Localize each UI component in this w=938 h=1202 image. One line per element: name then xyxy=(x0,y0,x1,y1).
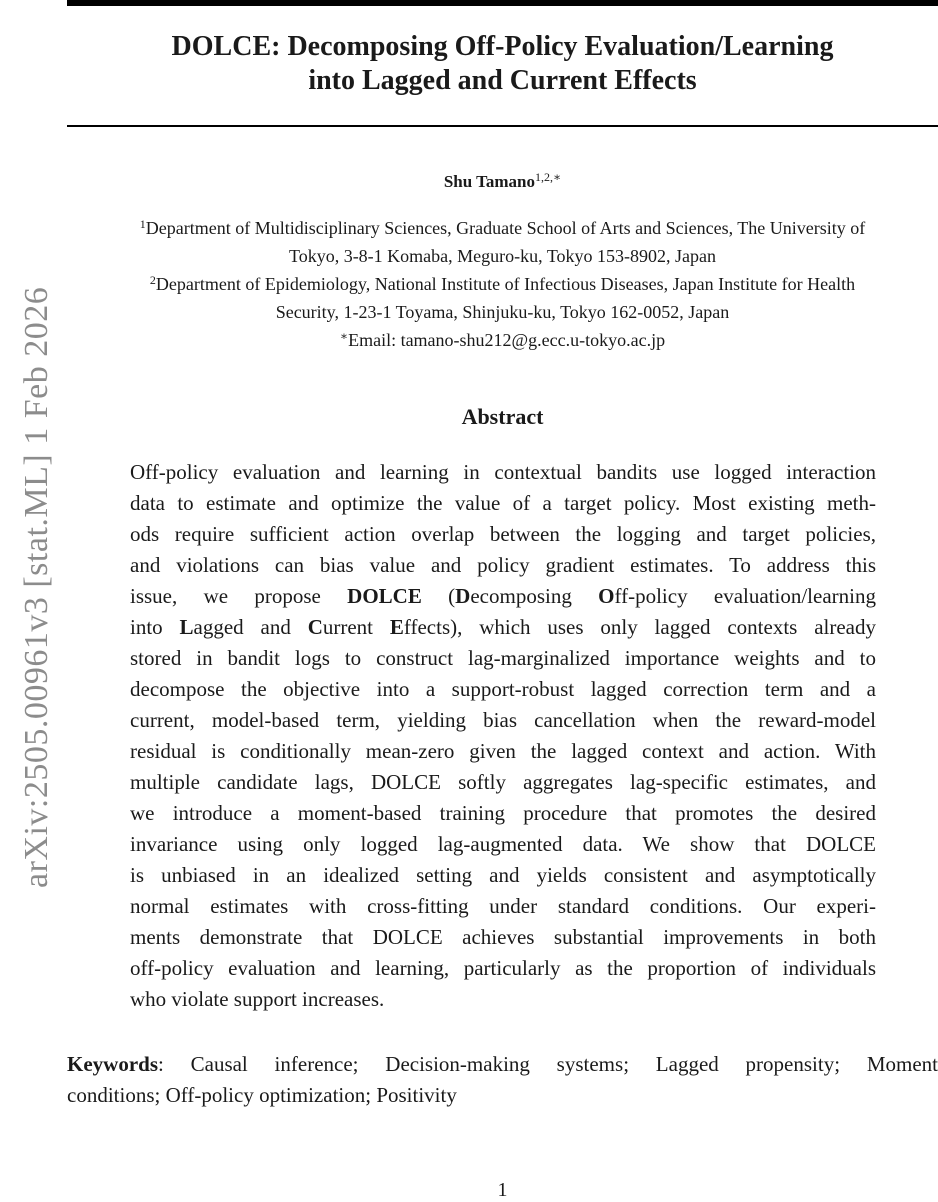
abstract-line: normal estimates with cross-fitting under standard conditions. Our experi- xyxy=(130,894,876,918)
abstract-heading: Abstract xyxy=(461,404,544,429)
paper-title xyxy=(67,30,938,98)
keywords-label: Keywords xyxy=(67,1052,158,1076)
title-line: DOLCE: Decomposing Off-Policy Evaluation/Learning xyxy=(171,31,834,62)
abstract-line: who violate support increases. xyxy=(130,987,385,1011)
affiliation-text: Department of Epidemiology, National Institute of Infectious Diseases, Japan Institute for Health xyxy=(155,274,856,294)
abstract-line: residual is conditionally mean-zero given the lagged context and action. With xyxy=(130,739,876,763)
keywords-text: : Causal inference; Decision-making systems; Lagged propensity; Moment xyxy=(158,1052,938,1076)
author-line xyxy=(67,170,938,194)
abstract-line: issue, we propose DOLCE (Decomposing Off-policy evaluation/learning xyxy=(130,584,876,608)
abstract-line: current, model-based term, yielding bias cancellation when the reward-model xyxy=(130,708,876,732)
abstract-line: is unbiased in an idealized setting and yields consistent and asymptotically xyxy=(130,863,876,887)
abstract-line: off-policy evaluation and learning, particularly as the proportion of individuals xyxy=(130,956,876,980)
abstract-line: multiple candidate lags, DOLCE softly aggregates lag-specific estimates, and xyxy=(130,770,876,794)
affiliation-line xyxy=(67,270,938,298)
abstract-line: invariance using only logged lag-augmented data. We show that DOLCE xyxy=(130,832,876,856)
abstract-line: Off-policy evaluation and learning in contextual bandits use logged interaction xyxy=(130,460,876,484)
author-name: Shu Tamano xyxy=(443,172,536,191)
abstract-bold-text: L xyxy=(179,615,194,639)
abstract-line: decompose the objective into a support-robust lagged correction term and a xyxy=(130,677,876,701)
affiliation-line xyxy=(67,214,938,242)
abstract-line: and violations can bias value and policy gradient estimates. To address this xyxy=(130,553,876,577)
page-number: 1 xyxy=(497,1179,508,1201)
abstract-line: ments demonstrate that DOLCE achieves substantial improvements in both xyxy=(130,925,876,949)
keywords-line xyxy=(67,1049,938,1080)
author-superscript: 1,2,∗ xyxy=(535,170,562,184)
title-line: into Lagged and Current Effects xyxy=(308,65,697,96)
abstract-line: stored in bandit logs to construct lag-marginalized importance weights and to xyxy=(130,646,876,670)
abstract-bold-text: E xyxy=(389,615,404,639)
email-mark: ∗ xyxy=(339,329,349,343)
affiliation-text: Department of Multidisciplinary Sciences, Graduate School of Arts and Sciences, The University of xyxy=(145,218,866,238)
keywords-section xyxy=(67,1049,938,1111)
email-text[interactable]: Email: tamano-shu212@g.ecc.u-tokyo.ac.jp xyxy=(348,330,666,350)
affiliation-mark: 2 xyxy=(149,273,156,287)
abstract-bold-text: DOLCE xyxy=(347,584,422,608)
affiliation-1 xyxy=(67,214,938,270)
abstract-bold-text: O xyxy=(598,584,615,608)
title-rule xyxy=(67,125,938,127)
abstract-bold-text: C xyxy=(307,615,323,639)
abstract-line: into Lagged and Current Effects), which uses only lagged contexts already xyxy=(130,615,876,639)
affiliation-line: Security, 1-23-1 Toyama, Shinjuku-ku, Tokyo 162-0052, Japan xyxy=(275,302,730,322)
abstract-body xyxy=(130,457,876,1015)
affiliation-line: Tokyo, 3-8-1 Komaba, Meguro-ku, Tokyo 153-8902, Japan xyxy=(288,246,717,266)
abstract-line: data to estimate and optimize the value of a target policy. Most existing meth- xyxy=(130,491,876,515)
top-rule xyxy=(67,0,938,6)
abstract-line: ods require sufficient action overlap between the logging and target policies, xyxy=(130,522,876,546)
affiliation-mark: 1 xyxy=(139,217,146,231)
arxiv-identifier[interactable]: arXiv:2505.00961v3 [stat.ML] 1 Feb 2026 xyxy=(18,286,55,888)
email-line xyxy=(67,326,938,354)
keywords-line: conditions; Off-policy optimization; Positivity xyxy=(67,1083,457,1107)
abstract-bold-text: D xyxy=(455,584,471,608)
affiliation-2 xyxy=(67,270,938,326)
abstract-line: we introduce a moment-based training procedure that promotes the desired xyxy=(130,801,876,825)
